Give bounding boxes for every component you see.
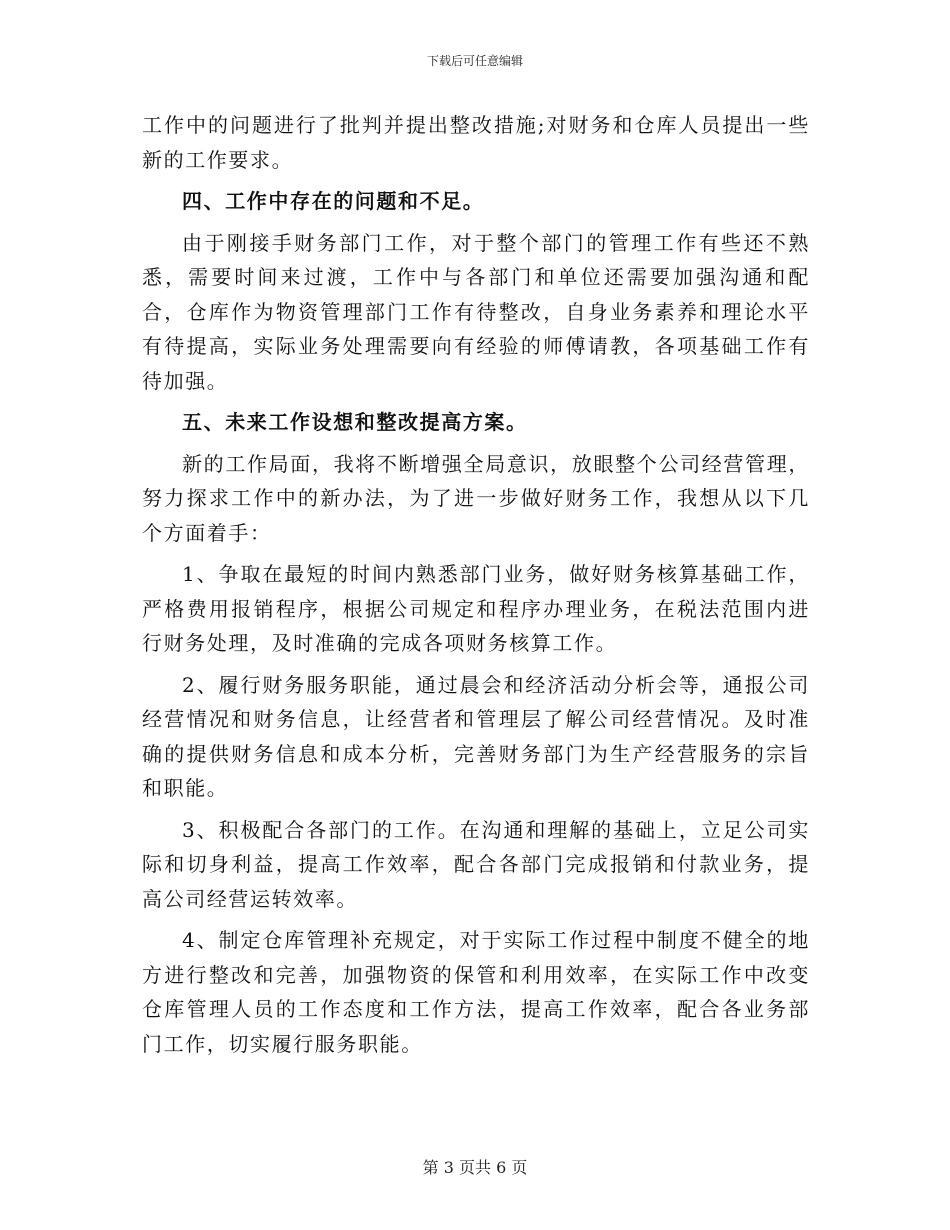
page-header: 下载后可任意编辑 [426, 54, 523, 68]
section-heading-5: 五、未来工作设想和整改提高方案。 [182, 410, 528, 434]
document-body [142, 108, 810, 1068]
section-heading-4: 四、工作中存在的问题和不足。 [182, 189, 485, 213]
paragraph-item-3: 3、积极配合各部门的工作。在沟通和理解的基础上，立足公司实际和切身利益，提高工作效率，配合各部门完成报销和付款业务，提高公司经营运转效率。 [142, 817, 810, 911]
paragraph-item-2: 2、履行财务服务职能，通过晨会和经济活动分析会等，通报公司经营情况和财务信息，让经营者和管理层了解公司经营情况。及时准确的提供财务信息和成本分析，完善财务部门为生产经营服务的宗旨和职能。 [142, 672, 810, 800]
page-number: 第 3 页共 6 页 [422, 1158, 528, 1177]
paragraph-problems: 由于刚接手财务部门工作，对于整个部门的管理工作有些还不熟悉，需要时间来过渡，工作中与各部门和单位还需要加强沟通和配合，仓库作为物资管理部门工作有待整改，自身业务素养和理论水平有待提高，实际业务处理需要向有经验的师傅请教，各项基础工作有待加强。 [142, 230, 810, 393]
paragraph-item-1: 1、争取在最短的时间内熟悉部门业务，做好财务核算基础工作，严格费用报销程序，根据公司规定和程序办理业务，在税法范围内进行财务处理，及时准确的完成各项财务核算工作。 [142, 562, 810, 655]
paragraph-item-4: 4、制定仓库管理补充规定，对于实际工作过程中制度不健全的地方进行整改和完善，加强物资的保管和利用效率，在实际工作中改变仓库管理人员的工作态度和工作方法，提高工作效率，配合各业务部门工作，切实履行服务职能。 [142, 928, 810, 1056]
paragraph-continuation: 工作中的问题进行了批判并提出整改措施;对财务和仓库人员提出一些新的工作要求。 [142, 113, 810, 172]
paragraph-intro: 新的工作局面，我将不断增强全局意识，放眼整个公司经营管理，努力探求工作中的新办法，为了进一步做好财务工作，我想从以下几个方面着手： [142, 451, 810, 545]
